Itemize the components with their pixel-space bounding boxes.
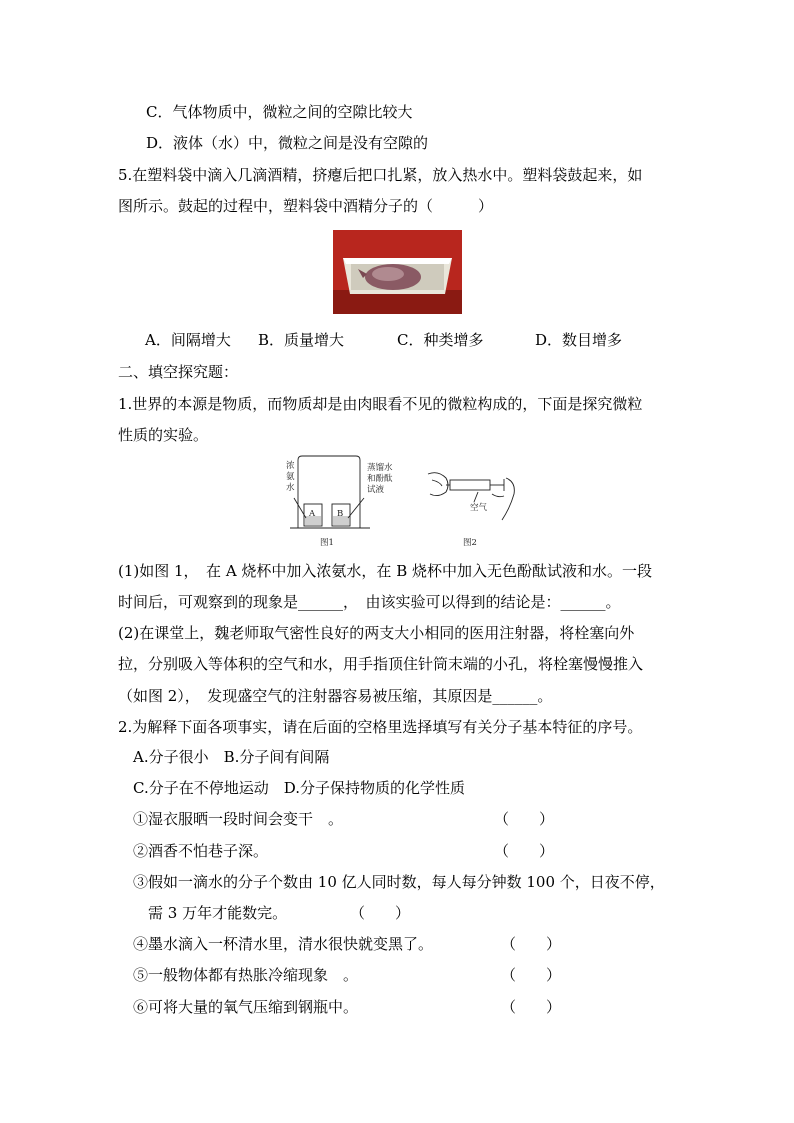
q5-option-b: B．质量增大 <box>258 331 345 349</box>
p2-stem: 2.为解释下面各项事实，请在后面的空格里选择填写有关分子基本特征的序号。 <box>118 718 643 736</box>
p2-item-6: ⑥可将大量的氧气压缩到钢瓶中。 <box>133 998 359 1016</box>
p2-options-cd: C.分子在不停地运动 D.分子保持物质的化学性质 <box>133 779 465 797</box>
q5-option-d: D．数目增多 <box>535 331 623 349</box>
figure-1 <box>290 456 370 528</box>
fig2-caption: 图2 <box>463 538 477 548</box>
experiment-figure <box>280 452 520 552</box>
p2-item-6-blank[interactable]: （ ） <box>501 998 562 1016</box>
q5-option-a: A．间隔增大 <box>145 331 231 349</box>
q5-stem-line2: 图所示。鼓起的过程中，塑料袋中酒精分子的（ ） <box>118 197 494 215</box>
p1-sub1-line1: (1)如图 1， 在 A 烧杯中加入浓氨水，在 B 烧杯中加入无色酚酞试液和水。一段 <box>118 562 652 580</box>
p2-options-ab: A.分子很小 B.分子间有间隔 <box>133 748 330 766</box>
p2-item-2: ②酒香不怕巷子深。 <box>133 842 269 860</box>
beaker-a-label: A <box>309 509 316 519</box>
p1-stem-line2: 性质的实验。 <box>118 426 209 444</box>
q5-option-c: C．种类增多 <box>397 331 484 349</box>
q4-option-d: D．液体（水）中，微粒之间是没有空隙的 <box>146 134 429 152</box>
p2-item-4: ④墨水滴入一杯清水里，清水很快就变黑了。 <box>133 935 434 953</box>
p1-sub1-line2: 时间后，可观察到的现象是______， 由该实验可以得到的结论是：______。 <box>118 593 621 611</box>
fig1-label-left-1: 浓 <box>286 461 295 471</box>
fig1-label-right-3: 试液 <box>367 485 385 495</box>
p1-stem-line1: 1.世界的本源是物质，而物质却是由肉眼看不见的微粒构成的，下面是探究微粒 <box>118 395 643 413</box>
fig1-label-right-2: 和酚酞 <box>367 474 393 484</box>
p2-item-5-blank[interactable]: （ ） <box>501 966 562 984</box>
p2-item-4-blank[interactable]: （ ） <box>501 935 562 953</box>
p1-sub2-line1: (2)在课堂上，魏老师取气密性良好的两支大小相同的医用注射器，将栓塞向外 <box>118 624 635 642</box>
fig1-caption: 图1 <box>320 538 334 548</box>
p2-item-3: ③假如一滴水的分子个数由 10 亿人同时数，每人每分钟数 100 个，日夜不停， <box>133 873 665 891</box>
fig1-label-right-1: 蒸馏水 <box>367 463 393 473</box>
section-heading: 二、填空探究题： <box>118 363 239 381</box>
p2-item-3-blank[interactable]: （ ） <box>350 904 411 922</box>
p2-item-1-blank[interactable]: （ ） <box>494 810 555 828</box>
beaker-b-label: B <box>337 509 344 519</box>
p1-sub2-line3: （如图 2）， 发现盛空气的注射器容易被压缩，其原因是______。 <box>118 687 553 705</box>
plastic-bag-photo <box>333 230 462 314</box>
p2-item-2-blank[interactable]: （ ） <box>494 842 555 860</box>
fig2-air-label: 空气 <box>470 503 488 513</box>
q5-stem-line1: 5.在塑料袋中滴入几滴酒精，挤瘪后把口扎紧，放入热水中。塑料袋鼓起来，如 <box>118 166 643 184</box>
q4-option-c: C．气体物质中，微粒之间的空隙比较大 <box>146 103 413 121</box>
p2-item-1: ①湿衣服晒一段时间会变干 。 <box>133 810 344 828</box>
fig1-label-left-2: 氨 <box>286 472 295 482</box>
p1-sub2-line2: 拉，分别吸入等体积的空气和水，用手指顶住针筒末端的小孔，将栓塞慢慢推入 <box>118 655 644 673</box>
p2-item-3-cont: 需 3 万年才能数完。 <box>148 904 288 922</box>
fig1-label-left-3: 水 <box>286 483 295 493</box>
p2-item-5: ⑤一般物体都有热胀冷缩现象 。 <box>133 966 359 984</box>
